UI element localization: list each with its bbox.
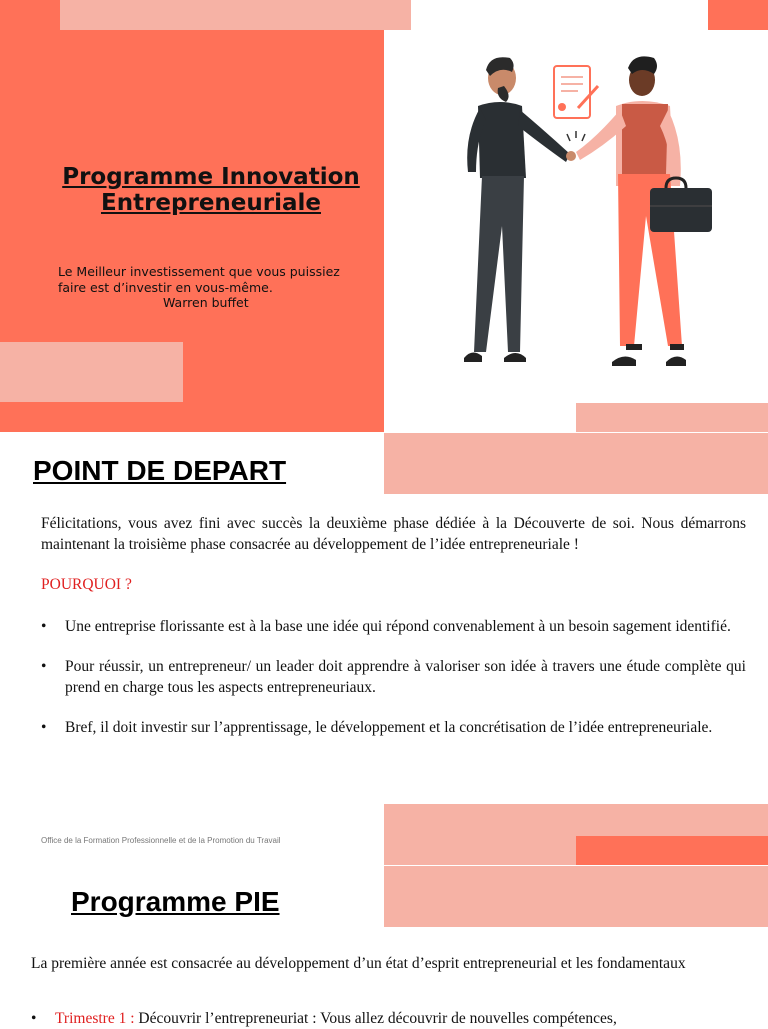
hero-quote	[58, 264, 378, 311]
list-item	[41, 616, 746, 637]
bullet-dot: •	[41, 618, 47, 635]
quote-author: Warren buffet	[163, 295, 249, 310]
section2-bullet-list	[31, 1008, 736, 1029]
right-salmon-bar-2	[384, 433, 768, 494]
footer-note: Office de la Formation Professionnelle et de la Promotion du Travail	[41, 836, 281, 845]
trimestre-label: Trimestre 1 :	[55, 1010, 135, 1027]
bullet-text: Pour réussir, un entrepreneur/ un leader doit apprendre à valoriser son idée à travers une étude complète qui prend en charge tous les aspects entrepreneuriaux.	[65, 658, 746, 696]
contract-document-icon	[554, 66, 598, 118]
top-right-coral-bar	[708, 0, 768, 30]
section1-heading: POINT DE DEPART	[33, 455, 287, 486]
bullet-dot: •	[41, 719, 47, 736]
bullet-text: Bref, il doit investir sur l’apprentissage, le développement et la concrétisation de l’idée entrepreneuriale.	[65, 719, 713, 736]
right-salmon-bar-1	[576, 403, 768, 432]
section1-intro: Félicitations, vous avez fini avec succès la deuxième phase dédiée à la Découverte de soi. Nous démarrons maintenant la troisième phase consacrée au développement de l’idée entrepreneuriale !	[41, 515, 746, 553]
bullet-text: Une entreprise florissante est à la base une idée qui répond convenablement à un besoin sagement identifié.	[65, 618, 731, 635]
hero-salmon-bar	[0, 342, 183, 402]
bullet-text: Découvrir l’entrepreneuriat : Vous allez découvrir de nouvelles compétences,	[134, 1010, 617, 1027]
section1-bullet-list	[41, 616, 746, 738]
pourquoi-label: POURQUOI ?	[41, 576, 132, 593]
quote-line1: Le Meilleur investissement que vous puissiez	[58, 264, 340, 279]
hero-title	[30, 164, 392, 216]
right-salmon-bar-4	[384, 866, 768, 927]
hero-title-line1: Programme Innovation	[62, 164, 360, 190]
list-item	[31, 1008, 736, 1029]
section2-intro: La première année est consacrée au développement d’un état d’esprit entrepreneurial et les fondamentaux	[31, 955, 686, 972]
top-salmon-bar	[60, 0, 411, 30]
hero-title-line2: Entrepreneuriale	[100, 190, 321, 216]
handshake-illustration	[420, 46, 720, 381]
quote-line2: faire est d’investir en vous-même.	[58, 279, 273, 295]
bullet-dot: •	[41, 658, 47, 675]
section2-heading: Programme PIE	[71, 886, 280, 917]
list-item	[41, 656, 746, 698]
list-item	[41, 717, 746, 738]
right-coral-bar	[576, 836, 768, 865]
bullet-dot: •	[31, 1010, 37, 1027]
